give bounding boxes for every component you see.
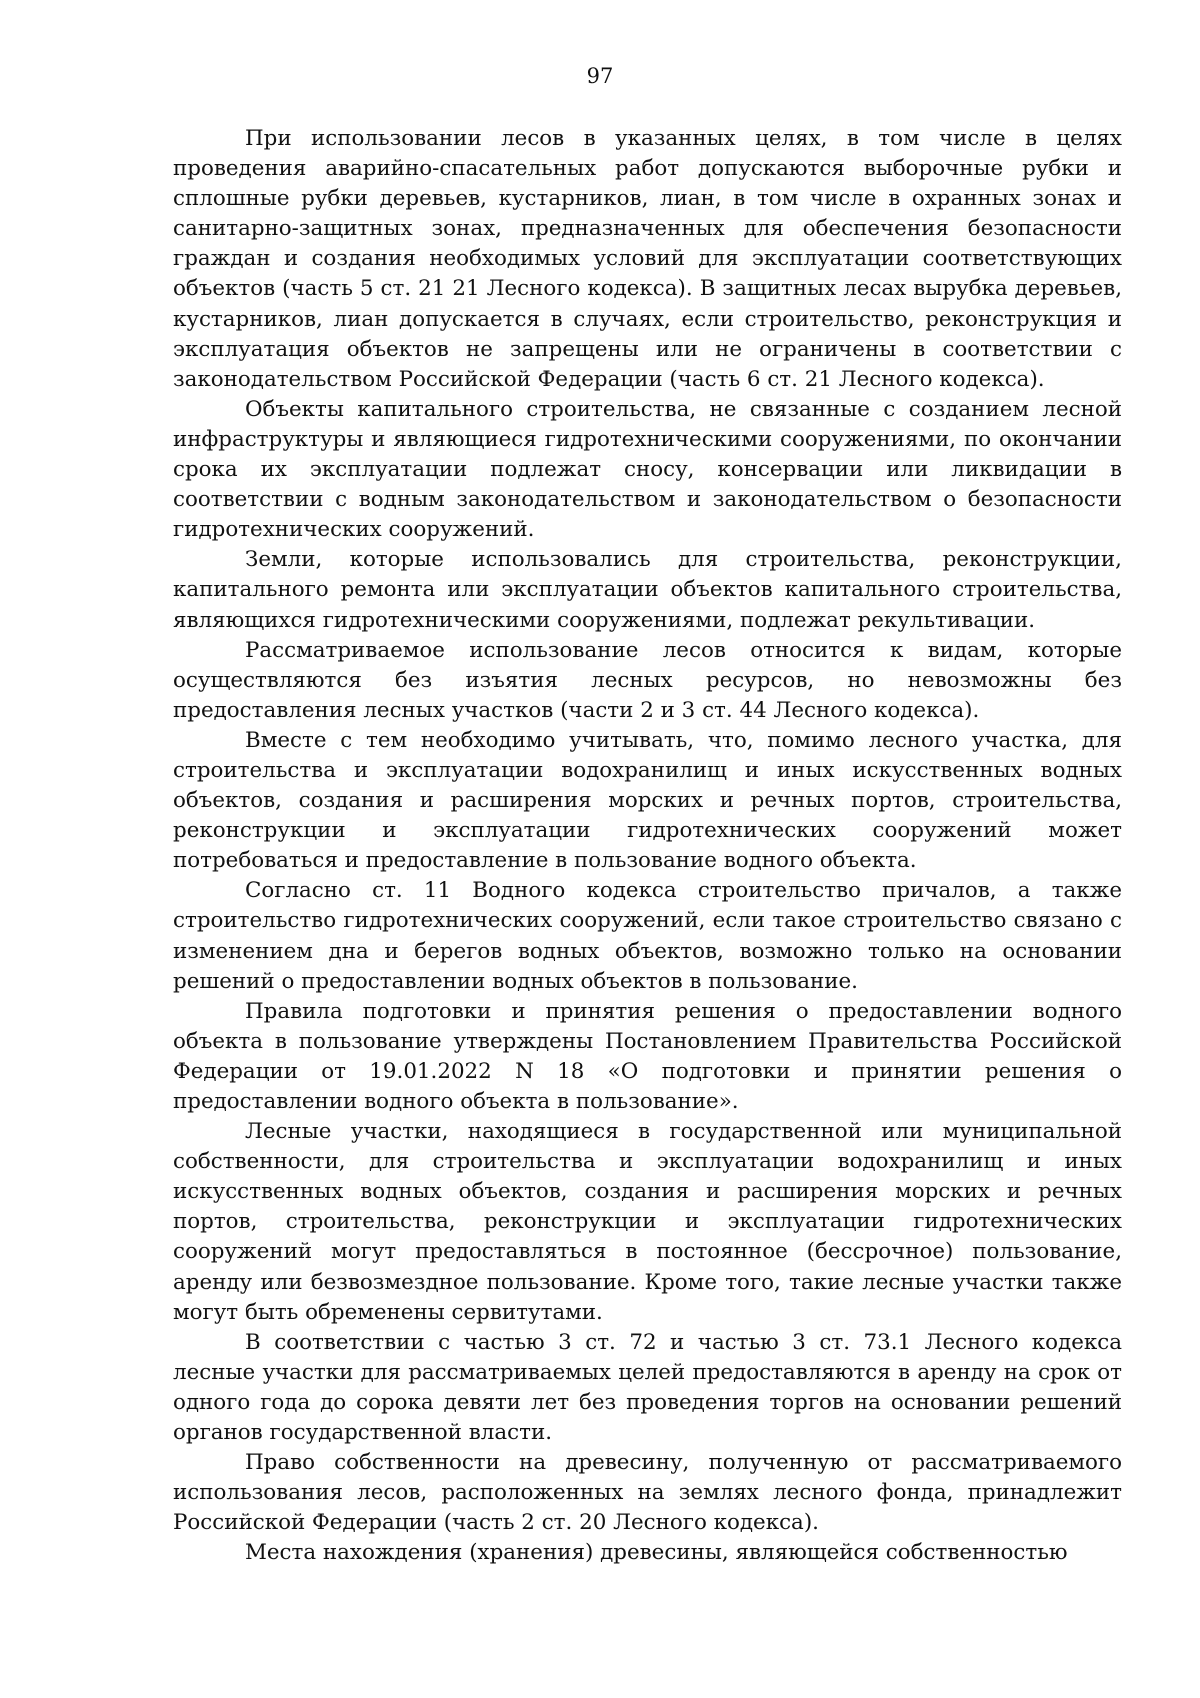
paragraph: Правила подготовки и принятия решения о предоставлении водного объекта в пользование утверждены Постановлением Правительства Российской Федерации от 19.01.2022 N 18 «О подготовки и принятии решения о предоставлении водного объекта в пользование». — [173, 998, 1122, 1114]
paragraph: Вместе с тем необходимо учитывать, что, помимо лесного участка, для строительства и эксплуатации водохранилищ и иных искусственных водных объектов, создания и расширения морских и речных портов, строительства, реконструкции и эксплуатации гидротехнических сооружений может потребоваться и предоставление в пользование водного объекта. — [173, 727, 1122, 874]
paragraph: Рассматриваемое использование лесов относится к видам, которые осуществляются без изъятия лесных ресурсов, но невозможны без предоставления лесных участков (части 2 и 3 ст. 44 Лесного кодекса). — [173, 637, 1122, 723]
paragraph: Лесные участки, находящиеся в государственной или муниципальной собственности, для строительства и эксплуатации водохранилищ и иных искусственных водных объектов, создания и расширения морских и речных портов, строительства, реконструкции и эксплуатации гидротехнических сооружений могут предоставляться в постоянное (бессрочное) пользование, аренду или безвозмездное пользование. Кроме того, такие лесные участки также могут быть обременены сервитутами. — [173, 1119, 1122, 1325]
paragraph: Объекты капитального строительства, не связанные с созданием лесной инфраструктуры и являющиеся гидротехническими сооружениями, по окончании срока их эксплуатации подлежат сносу, консервации или ликвидации в соответствии с водным законодательством и законодательством о безопасности гидротехнических сооружений. — [173, 396, 1122, 543]
paragraph: В соответствии с частью 3 ст. 72 и частью 3 ст. 73.1 Лесного кодекса лесные участки для рассматриваемых целей предоставляются в аренду на срок от одного года до сорока девяти лет без проведения торгов на основании решений органов государственной власти. — [173, 1329, 1122, 1446]
document-body — [173, 124, 1122, 1569]
paragraph: Места нахождения (хранения) древесины, являющейся собственностью — [245, 1540, 1068, 1566]
paragraph: Право собственности на древесину, полученную от рассматриваемого использования лесов, расположенных на землях лесного фонда, принадлежит Российской Федерации (часть 2 ст. 20 Лесного кодекса). — [173, 1450, 1122, 1536]
paragraph: Согласно ст. 11 Водного кодекса строительство причалов, а также строительство гидротехнических сооружений, если такое строительство связано с изменением дна и берегов водных объектов, возможно только на основании решений о предоставлении водных объектов в пользование. — [173, 878, 1122, 994]
paragraph: Земли, которые использовались для строительства, реконструкции, капитального ремонта или эксплуатации объектов капитального строительства, являющихся гидротехническими сооружениями, подлежат рекультивации. — [173, 547, 1122, 633]
paragraph: При использовании лесов в указанных целях, в том числе в целях проведения аварийно-спасательных работ допускаются выборочные рубки и сплошные рубки деревьев, кустарников, лиан, в том числе в охранных зонах и санитарно-защитных зонах, предназначенных для обеспечения безопасности граждан и создания необходимых условий для эксплуатации соответствующих объектов (часть 5 ст. 21 21 Лесного кодекса). В защитных лесах вырубка деревьев, кустарников, лиан допускается в случаях, если строительство, реконструкция и эксплуатация объектов не запрещены или не ограничены в соответствии с законодательством Российской Федерации (часть 6 ст. 21 Лесного кодекса). — [173, 126, 1122, 392]
page-number: 97 — [586, 64, 614, 88]
